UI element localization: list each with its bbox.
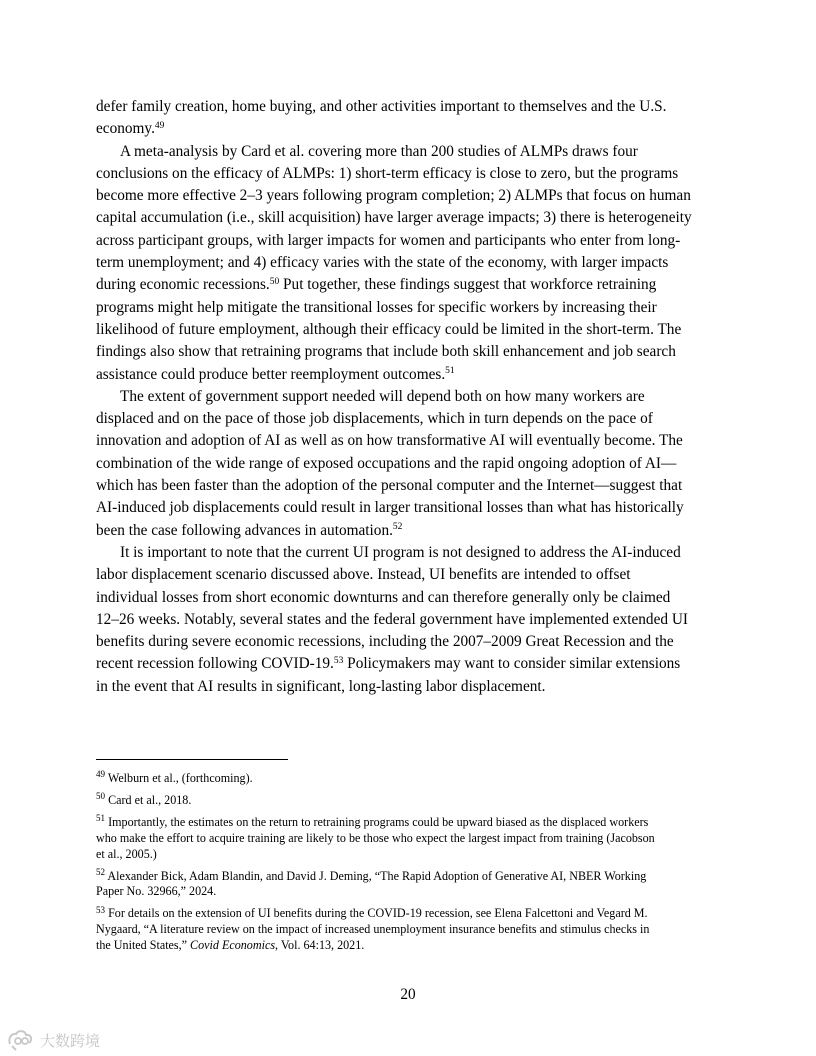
text-run: likelihood of future employment, although their efficacy could be limited in the short-term. The xyxy=(96,320,682,338)
watermark xyxy=(6,1026,100,1054)
footnote-marker: 49 xyxy=(154,121,165,132)
footnote-marker: 50 xyxy=(96,791,106,802)
text-run: who make the effort to acquire training are likely to be those who expect the largest impact from training (Jacobson xyxy=(96,830,655,845)
footnote-line xyxy=(96,815,726,831)
text-line xyxy=(96,207,726,229)
text-run: et al., 2005.) xyxy=(96,846,157,861)
text-run: which has been faster than the adoption of the personal computer and the Internet—suggest that xyxy=(96,477,683,495)
footnote-marker: 52 xyxy=(392,522,403,533)
footnotes xyxy=(96,771,726,960)
text-run: Card et al., 2018. xyxy=(105,792,192,807)
text-line xyxy=(96,564,726,586)
text-line xyxy=(96,609,726,631)
text-run: displaced and on the pace of those job displacements, which in turn depends on the pace of xyxy=(96,410,653,428)
footnote-divider xyxy=(96,759,288,760)
footnote-marker: 51 xyxy=(445,366,455,377)
text-line xyxy=(96,653,726,675)
text-run: defer family creation, home buying, and other activities important to themselves and the U.S. xyxy=(96,98,667,115)
footnote-marker: 51 xyxy=(96,813,106,824)
footnote-line xyxy=(96,771,726,787)
text-run: across participant groups, with larger impacts for women and participants who enter from long- xyxy=(96,231,681,249)
text-run: labor displacement scenario discussed above. Instead, UI benefits are intended to offset xyxy=(96,566,631,584)
text-run: recent recession following COVID-19. xyxy=(96,655,334,673)
text-line xyxy=(96,341,726,363)
text-line xyxy=(96,297,726,319)
text-run: been the case following advances in automation. xyxy=(96,521,393,539)
text-line xyxy=(96,185,726,207)
footnote-line xyxy=(96,847,726,863)
paragraph xyxy=(96,542,726,698)
footnote-line xyxy=(96,869,726,885)
text-line xyxy=(96,408,726,430)
text-run: conclusions on the efficacy of ALMPs: 1) short-term efficacy is close to zero, but the programs xyxy=(96,164,679,182)
text-run: economy. xyxy=(96,120,155,138)
text-line xyxy=(96,587,726,609)
footnote-marker: 49 xyxy=(96,769,106,780)
italic-text: Covid Economics xyxy=(190,938,276,953)
footnote-line xyxy=(96,906,726,922)
paragraph xyxy=(96,141,726,386)
text-run: the United States,” xyxy=(96,938,191,953)
text-run: For details on the extension of UI benefits during the COVID-19 recession, see Elena Falcettoni and Vegard M. xyxy=(105,906,648,921)
text-line xyxy=(96,542,726,564)
text-line xyxy=(96,274,726,296)
footnote xyxy=(96,815,726,863)
footnote xyxy=(96,793,726,809)
footnote-line xyxy=(96,831,726,847)
text-run: innovation and adoption of AI as well as on how transformative AI will eventually become. The xyxy=(96,432,683,450)
text-run: 12–26 weeks. Notably, several states and the federal government have implemented extended UI xyxy=(96,610,688,628)
footnote-line xyxy=(96,793,726,809)
text-line xyxy=(96,453,726,475)
text-run: Importantly, the estimates on the return to retraining programs could be upward biased as the displaced workers xyxy=(105,814,649,829)
footnote-marker: 50 xyxy=(269,277,280,288)
footnote-marker: 53 xyxy=(96,904,106,915)
text-run: combination of the wide range of exposed occupations and the rapid ongoing adoption of AI— xyxy=(96,454,677,472)
text-line xyxy=(96,118,726,140)
footnote-line xyxy=(96,938,726,954)
text-run: programs might help mitigate the transitional losses for specific workers by increasing their xyxy=(96,298,657,316)
paragraph xyxy=(96,96,726,141)
text-line xyxy=(96,319,726,341)
text-line xyxy=(96,676,726,698)
text-run: Policymakers may want to consider similar extensions xyxy=(343,655,681,673)
text-run: The extent of government support needed will depend both on how many workers are xyxy=(120,387,645,405)
footnote xyxy=(96,771,726,787)
footnote xyxy=(96,869,726,901)
text-line xyxy=(96,520,726,542)
text-line xyxy=(96,475,726,497)
text-run: capital accumulation (i.e., skill acquisition) have larger average impacts; 3) there is heterogeneity xyxy=(96,209,692,227)
watermark-text: 大数跨境 xyxy=(40,1031,101,1050)
text-line xyxy=(96,631,726,653)
text-run: It is important to note that the current UI program is not designed to address the AI-induced xyxy=(120,543,681,561)
text-run: Alexander Bick, Adam Blandin, and David J. Deming, “The Rapid Adoption of Generative AI, NBER Working xyxy=(105,868,647,883)
text-run: Welburn et al., (forthcoming). xyxy=(105,771,253,785)
paragraph xyxy=(96,386,726,542)
text-run: individual losses from short economic downturns and can therefore generally only be claimed xyxy=(96,588,671,606)
text-line xyxy=(96,252,726,274)
text-run: term unemployment; and 4) efficacy varies with the state of the economy, with larger impacts xyxy=(96,254,669,272)
footnote xyxy=(96,906,726,954)
text-run: assistance could produce better reemployment outcomes. xyxy=(96,365,446,383)
footnote-line xyxy=(96,922,726,938)
text-run: benefits during severe economic recessions, including the 2007–2009 Great Recession and the xyxy=(96,633,674,651)
text-line xyxy=(96,386,726,408)
text-line xyxy=(96,141,726,163)
text-run: A meta-analysis by Card et al. covering more than 200 studies of ALMPs draws four xyxy=(120,142,638,160)
text-run: during economic recessions. xyxy=(96,276,270,294)
text-run: AI-induced job displacements could result in larger transitional losses than what has historically xyxy=(96,499,684,517)
text-line xyxy=(96,96,726,118)
text-run: Paper No. 32966,” 2024. xyxy=(96,884,217,899)
text-run: become more effective 2–3 years following program completion; 2) ALMPs that focus on human xyxy=(96,187,691,205)
footnote-marker: 52 xyxy=(96,867,106,877)
body-text xyxy=(96,96,726,698)
text-run: Nygaard, “A literature review on the impact of increased unemployment insurance benefits and stimulus checks in xyxy=(96,922,650,937)
footnote-line xyxy=(96,884,726,900)
text-line xyxy=(96,497,726,519)
text-line xyxy=(96,163,726,185)
watermark-logo-icon xyxy=(6,1029,36,1051)
text-run: in the event that AI results in significant, long-lasting labor displacement. xyxy=(96,677,546,695)
text-line xyxy=(96,230,726,252)
text-line xyxy=(96,364,726,386)
page-number: 20 xyxy=(400,986,416,1003)
text-run: , Vol. 64:13, 2021. xyxy=(275,938,365,953)
text-run: findings also show that retraining programs that include both skill enhancement and job search xyxy=(96,343,676,361)
text-line xyxy=(96,430,726,452)
footnote-marker: 53 xyxy=(333,656,344,667)
text-run: Put together, these findings suggest that workforce retraining xyxy=(279,276,657,294)
